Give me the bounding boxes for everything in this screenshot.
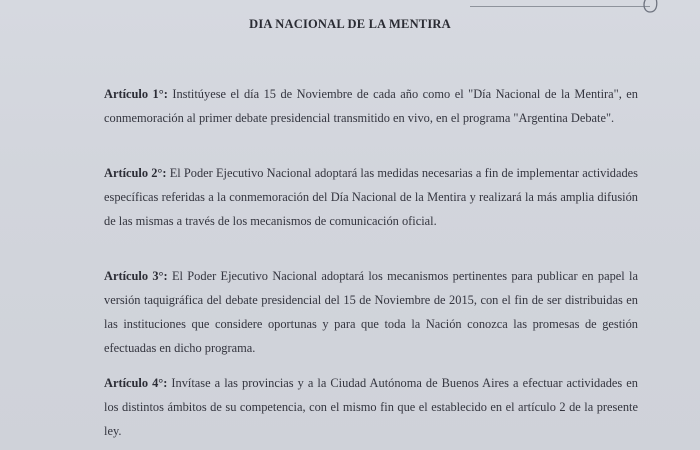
article-label: Artículo 2° (104, 166, 163, 180)
article-3: Artículo 3°: El Poder Ejecutivo Nacional adoptará los mecanismos pertinentes para publicar en papel la versión taquigráfica del debate presidencial del 15 de Noviembre de 2015, con el fin de ser distribuidas en las instituciones que considere oportunas y para que toda la Nación conozca las promesas de gestión efectuadas en dicho programa. (104, 269, 638, 355)
article-2: Artículo 2°: El Poder Ejecutivo Nacional adoptará las medidas necesarias a fin de implementar actividades específicas referidas a la conmemoración del Día Nacional de la Mentira y realizará la más amplia difusión de las mismas a través de los mecanismos de comunicación oficial. (104, 166, 638, 228)
article-text: Institúyese el día 15 de Noviembre de cada año como el "Día Nacional de la Mentira", en conmemoración al primer debate presidencial transmitido en vivo, en el programa "Argentina Debate". (104, 87, 638, 125)
article-label: Artículo 4° (104, 376, 164, 390)
article-text: Invítase a las provincias y a la Ciudad Autónoma de Buenos Aires a efectuar actividades en los distintos ámbitos de su competencia, con el mismo fin que el establecido en el artículo 2 de la presente ley. (104, 376, 638, 438)
page-rule-line (470, 6, 650, 7)
pen-mark-icon (636, 0, 666, 16)
article-text: El Poder Ejecutivo Nacional adoptará los mecanismos pertinentes para publicar en papel la versión taquigráfica del debate presidencial del 15 de Noviembre de 2015, con el fin de ser distribuidas en las instituciones que considere oportunas y para que toda la Nación conozca las promesas de gestión efectuadas en dicho programa. (104, 269, 638, 355)
document-title: DIA NACIONAL DE LA MENTIRA (249, 17, 451, 31)
article-label: Artículo 1° (104, 87, 164, 101)
article-4: Artículo 4°: Invítase a las provincias y a la Ciudad Autónoma de Buenos Aires a efectuar actividades en los distintos ámbitos de su competencia, con el mismo fin que el establecido en el artículo 2 de la presente ley. (104, 376, 638, 438)
article-label: Artículo 3° (104, 269, 164, 283)
article-text: El Poder Ejecutivo Nacional adoptará las medidas necesarias a fin de implementar actividades específicas referidas a la conmemoración del Día Nacional de la Mentira y realizará la más amplia difusión de las mismas a través de los mecanismos de comunicación oficial. (104, 166, 638, 228)
article-1: Artículo 1°: Institúyese el día 15 de Noviembre de cada año como el "Día Nacional de la Mentira", en conmemoración al primer debate presidencial transmitido en vivo, en el programa "Argentina Debate". (104, 87, 638, 125)
